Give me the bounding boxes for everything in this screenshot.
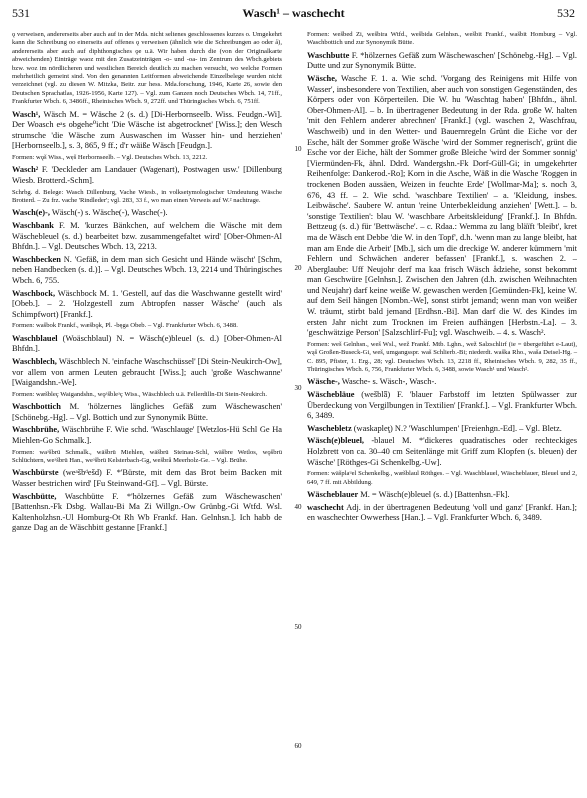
dictionary-entry: Waschbock, Wäschbock M. 1. 'Gestell, auf das die Waschwanne gestellt wird' [Obeb.]. – 2. 'Holzgestell zum Abtropfen nasser Wäsche' (auch als Schimpfwort) [Frankf.]. <box>12 288 282 319</box>
line-number: 50 <box>294 623 302 631</box>
dictionary-entry: Wäsche-, Wasche- s. Wäsch-, Wasch-. <box>307 377 437 387</box>
line-number: 60 <box>294 742 302 750</box>
dictionary-entry: Waschbutte F. *hölzernes Gefäß zum Wäschewaschen' [Schönebg.-Hg]. – Vgl. Dutte und zur Synonymik Bütte. <box>307 50 577 71</box>
entry-note: Formen: weš Gelnhsn., weš Wsl., wež Frankf. Mtb. Lghn., wež Salzschlirf (ie = übergeführt e-Laut), wąš Großen-Buseck-Gi, weš, umgangsspr. waš Schlierb.-Bi; niederdt. waška Rho., waša Deisel-Hg. – C. 895, Pfister, 1. Erg., 28; vgl. Deutsches Wbch. 13, 2218 ff., Rheinisches Wbch. 9, 282, 35 ff., Thüringisches Wbch. 6, 756, Frankfurter Wbch. 6, 3488, sowie Wasch¹ und Wasch². <box>307 340 577 374</box>
dictionary-entry: Waschbürste (weᵃšbᵈešd) F. *'Bürste, mit dem das Brot beim Backen mit Wasser bestrichen wird' [Fu Steinwand-Gf]. – Vgl. Bürste. <box>12 468 282 488</box>
entry-note: Formen: wašbok Frankf., wæšbǫk, Pl. -bęga Obeb. – Vgl. Frankfurter Wbch. 6, 3488. <box>12 322 238 330</box>
left-column <box>12 30 282 536</box>
entry-note: Formen: waᵃšbrü Schmalk., wāšbrü Miehlen, wāšbrü Steinau-Schl, wäšbre Wetlos, wǫšbrü Schlüchtern, weᵃšbrü Han., weᵃšbrü Kelsterbach-Gg, wešbrǟ Meerholz-Ge. – Vgl. Brühe. <box>12 448 282 464</box>
dictionary-entry: waschecht Adj. in der übertragenen Bedeutung 'voll und ganz' [Frankf. Han.]; en waschechter Owwerhess [Han.]. – Vgl. Frankfurter Wbch. 6, 3489. <box>307 502 577 523</box>
dictionary-entry: Wasch(e)-, Wäsch(-) s. Wäsche(-), Wasche(-). <box>12 208 168 218</box>
line-number: 30 <box>294 384 302 392</box>
entry-note: Formen: wešbed Zi, wešbira Wtfd., wešbida Gelnhsn., wešbit Frankf., wašbit Homburg – Vgl. Waschbottich und zur Synonymik Bütte. <box>307 31 577 47</box>
dictionary-entry: Wasch² F. 'Deckleder am Landauer (Wagenart), Postwagen usw.' [Dillenburg Wiesb. Brotterd.-Schm]. <box>12 165 282 186</box>
dictionary-entry: Waschbottich M. 'hölzernes längliches Gefäß zum Wäschewaschen' [Schönebg.-Hg]. – Vgl. Bottich und zur Synonymik Bütte. <box>12 402 282 422</box>
dictionary-entry: Waschbank F. M. 'kurzes Bänkchen, auf welchem die Wäsche mit dem Wäschebleuel (s. d.) bearbeitet bzw. zusammengefaltet wird' [Ober-Ohmen-Al Bhfdn.]. – Vgl. Deutsches Wbch. 13, 2213. <box>12 221 282 252</box>
page-header <box>12 6 575 24</box>
dictionary-entry: Waschbrühe, Wäschbrühe F. Wie schd. 'Waschlauge' [Wetzlos-Hü Schl Ge Ha Miehlen-Go Schmalk.]. <box>12 425 282 445</box>
dictionary-entry: Wäsche, Wasche F. 1. a. Wie schd. 'Vorgang des Reinigens mit Hilfe von Wasser', insbesondere von Textilien, aber auch von sonstigen Gegenständen, des Körpers oder von Körperteilen. Die W. hu 'Waschtag haben' [Bhfdn., ähnl. Ober-Ohmen-Al]. – b. In übertragener Bedeutung in der Rda. große W. halten 'mit den Fehlern anderer abrechnen' [Frankf.] (vgl. waschen 2, Waschfrau, Waschweib) und in den Wetter- und Bauernregeln Grünt die Eiche vor der Esche, hält der Sommer große Wäsche 'wird der Sommer regnerisch', grünt die Esche vor der Eiche, hält der Sommer große Bleiche 'wird der Sommer sonnig' [Viermünden-Fk, ähnl. Ddrd. Wandergshn.-Fk Dorf-Güll-Gi; in umgekehrter Reihenfolge: Dankerod.-Ro]; Korn in die Asche, Wäß in die Wasche 'Roggen in trockenen Boden aussäen, Weizen in feuchte Erde' [Wollmar-Ma]; s. noch 3, 676, 43 ff. – 2. Wie schd. 'waschbare Textilien' – a. 'Kleidung, insbes. Leibwäsche'. Saubere W. antun 'reine Unterbekleidung anziehen' [Wett.]. – b. 'sonstige Textilien': blau W. 'waschbare Arbeitskleidung' [Frankf.]. In Bhfdn. Bettzeug (s. d.) für 'Bettwäsche'. – c. Rdaa.: Wemma zu lang bläïft 'bleibt', kret ma de Wäsch ent Debbe 'die W. in den Topf', d.h. 'wenn man zu lange bleibt, hat man am Ende die Arbeit' [Mb.], sich um die dreckige W. anderer kümmern 'mit Fehlern und Schwächen anderer befassen' [Frankf.], s. waschen 2. – Aberglaube: Uff Neujohr derf ma kaa frisch Wäsch ådziehe, sonst bekommt man Geschwüre [Gelnhsn.]. Zwischen den Jahren (d.h. zwischen Weihnachten und Neujahr) darf keine weiße W. gewaschen werden [Gemünden-Fk], keine W. auf dem Seil hängen [Nombn.-We], sonst stirbt jemand; wenn man von weißer W. träumt, stirbt bald jemand [Erdhsn.-Bi]. Man darf die W. des Kindes im ersten Jahr nicht zum Trocknen im Freien aufhängen [Herbstn.-La]. – 3. 'geschwätzige Person' [Salzschlirf-Fu]; vgl. Waschweib. – 4. s. Wasch². <box>307 74 577 338</box>
page-number-right: 532 <box>557 6 575 20</box>
dictionary-entry: Wäscheblauer M. = Wäsch(e)bleuel (s. d.) [Battenhsn.-Fk]. <box>307 490 510 500</box>
dictionary-entry: Waschblauel (Woäschblaul) N. = Wäsch(e)bleuel (s. d.) [Ober-Ohmen-Al Bhfdn.]. <box>12 333 282 354</box>
dictionary-entry: Wäsch(e)bleuel, -blauel M. *'dickeres quadratisches oder rechteckiges Holzbrett von ca. 30–40 cm Seitenlänge mit Griff zum Klopfen (s. bleuen) der Wäsche' [Röthges-Gi Schenkelbg.-Uw]. <box>307 436 577 467</box>
entry-note: Formen: wæšbleç Waigandshn., wǫᵃšbleᵃç Wiss., Wäschblech u.ä. Fellerdilln-Di Stein-Neukirch. <box>12 390 267 398</box>
line-number: 20 <box>294 264 302 272</box>
entry-note: Formen: wäšplaᵘel Schenkelbg., wæšblaul Röthges. – Vgl. Waschblauel, Wäscheblauer, Bleuel und 2, 649, 7 ff. mit Abbildung. <box>307 470 577 486</box>
entry-note: ǫ verweisen, andererseits aber auch auf in der Mda. nicht seltenes geschlossenes kurzes o. Umgekehrt kann die Schreibung oo einerseits auf offenes ǫ verweisen (ähnlich wie die Schreibungen ao oder å), andererseits aber auch auf diphthongisches ǫe u.ä. Wir haben durch die (von der Originalkarte abweichenden) Einträge waoz mit den Zusatzeinträgen -o- und -oa- im Zentrum des Wbch.gebiets bzw. woz im nördlicheren und westlichen Bereich deutlich zu machen versucht, wo welche Formen mehrheitlich gemeint sind. Von den genannten Leitformen abweichende Einzelbelege wurden nicht verzeichnet (vgl. zu diesen W. Mitzka, Beitr. zur hess. Mda.forschung, 1946, Karte 26, sowie den Deutschen Sprachatlas, 1926-1956, Karte 127). – Vgl. zum Ganzen noch Deutsches Wbch. 14, 71ff., Frankfurter Wbch. 6, 3486ff., Rheinisches Wbch. 9, 272ff. und Thüringisches Wbch. 6, 751ff. <box>12 31 282 106</box>
dictionary-entry: Waschebletz (waskapleţ) N.? 'Waschlumpen' [Freienhgn.-Ed]. – Vgl. Bletz. <box>307 423 562 433</box>
dictionary-entry: Wäschebläue (wešblǟ) F. 'blauer Farbstoff im letzten Spülwasser zur Überdeckung von Vergilbungen in Textilien' [Frankf.]. – Vgl. Frankfurter Wbch. 6, 3489. <box>307 390 577 421</box>
page-number-left: 531 <box>12 6 30 20</box>
running-title: Wasch¹ – waschecht <box>242 6 345 20</box>
dictionary-entry: Waschbütte, Waschbütte F. *'hölzernes Gefäß zum Wäschewaschen' [Battenhsn.-Fk Dsbg. Wallau-Bi Ma Zi Willgn.-Ow Grünbg.-Gi Wtfd. Wsl. Kaltenholzhsn.-Ul Homburg-Ot Rh Wb Frankf. Han. Gelnhsn.]. Ich habb de ganze Dag an de Wäschbitt gestanne [Frankf.] <box>12 491 282 533</box>
entry-note: Schrbg. d. Belege: Wasch Dillenburg, Vache Wiesb., in volksetymologischer Umdeutung Wäsche Brotterd. – Zu frz. vache 'Rindleder'; vgl. 283, 33 f., wo man einen Verweis auf W.² nachtrage. <box>12 188 282 205</box>
line-number: 10 <box>294 145 302 153</box>
dictionary-entry: Wasch¹, Wäsch M. = Wäsche 2 (s. d.) [Di-Herbornseelb. Wiss. Feudgn.-Wi]. Der Woasch eᵃs obgehe⁰icht 'Die Wäsche ist abgetrocknet' [Wiss.]; den Wesch strumsche 'die Wäsche zum Auswaschen im Wasser hin- und herziehen' [Herbornseelb.], s. 3, 865, 9 ff.; d'r wäiße Wäsch [Feudgn.]. <box>12 109 282 151</box>
right-column <box>307 30 577 526</box>
entry-note: Formen: wǫš Wiss., wẹš Herbornseelb. – Vgl. Deutsches Wbch. 13, 2212. <box>12 154 208 162</box>
dictionary-entry: Waschbecken N. 'Gefäß, in dem man sich Gesicht und Hände wäscht' [Schm, neben Handbecken (s. d.)]. – Vgl. Deutsches Wbch. 13, 2214 und Thüringisches Wbch. 6, 755. <box>12 254 282 285</box>
dictionary-entry: Waschblech, Wäschblech N. 'einfache Waschschüssel' [Di Stein-Neukirch-Ow], vor allem von armen Leuten gebraucht [Wiss.]; auch 'große Waschwanne' [Waigandshn.-We]. <box>12 356 282 388</box>
line-number: 40 <box>294 503 302 511</box>
